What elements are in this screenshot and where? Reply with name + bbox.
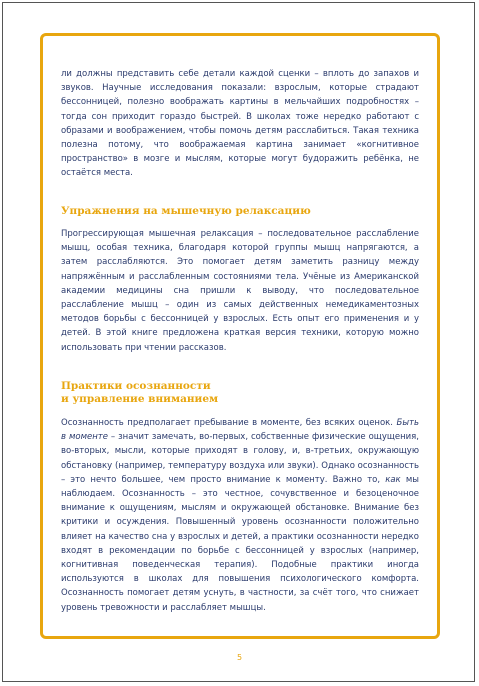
paragraph-mindfulness-part-c: – значит замечать, во-первых, собственные физические ощущения, во-вторых, мысли, которые приходят в голову, и, в-третьих, окружающую обстановку (например, температуру воздуха или звуки). Однако осознанность – это нечто большее, чем просто внимание к моменту. Важно то, [61,432,419,485]
page-number: 5 [236,653,243,662]
paragraph-mindfulness [61,416,419,615]
paragraph-mindfulness-part-e: мы наблюдаем. Осознанность – это честное, сочувственное и безоценочное внимание к ощущениям, мыслям и окружающей обстановке. Внимание без критики и осуждения. Повышенный уровень осознанности положительно влияет на качество сна у взрослых и детей, а практики осознанности нередко входят в рекомендации по борьбе с бессонницей у взрослых (например, когнитивная поведенческая терапия). Подобные практики иногда используются в школах для повышения психологического комфорта. Осознанность помогает детям уснуть, в частности, за счёт того, что снижает уровень тревожности и расслабляет мышцы. [61,474,419,613]
section-heading-muscle-relaxation: Упражнения на мышечную релаксацию [61,205,311,217]
heading-line-1: Практики осознанности [61,380,211,392]
paragraph-mindfulness-italic-1: Быть в моменте [61,418,419,443]
heading-line-2: и управление вниманием [61,393,219,405]
paragraph-mindfulness-italic-2: как [385,474,401,485]
section-heading-mindfulness [61,380,419,406]
paragraph-intro: ли должны представить себе детали каждой сценки – вплоть до запахов и звуков. Научные исследования показали: взрослым, которые страдают бессонницей, полезно воображать картины в мельчайших подробностях – тогда сон приходит гораздо быстрей. В школах тоже нередко работают с образами и воображением, чтобы помочь детям расслабиться. Такая техника полезна потому, что воображаемая картина занимает «когнитивное пространство» в мозге и мыслям, которые могут будоражить ребёнка, не остаётся места. [61,69,419,179]
paragraph-mindfulness-part-a: Осознанность предполагает пребывание в моменте, без всяких оценок. [61,418,397,428]
paragraph-muscle-relaxation: Прогрессирующая мышечная релаксация – последовательное расслабление мышц, особая техника, благодаря которой группы мышц напрягаются, а затем расслабляются. Это помогает детям заметить разницу между напряжённым и расслабленным состояниями тела. Учёные из Американской академии медицины сна пришли к выводу, что последовательное расслабление мышц – один из самых действенных немедикаментозных методов борьбы с бессонницей у взрослых. Есть опыт его применения и у детей. В этой книге предложена краткая версия техники, которую можно использовать при чтении рассказов. [61,229,419,353]
